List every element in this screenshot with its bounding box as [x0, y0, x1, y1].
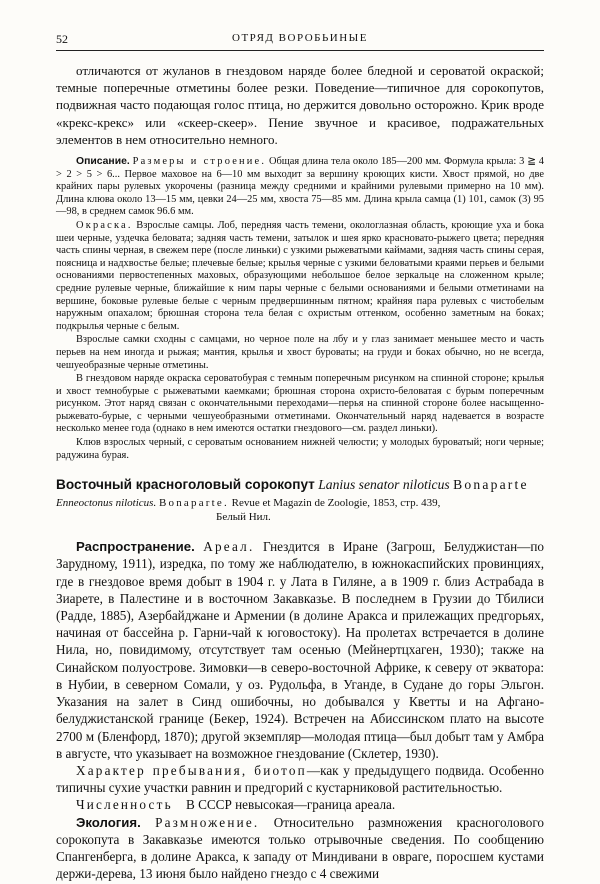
running-title: ОТРЯД ВОРОБЬИНЫЕ — [232, 32, 368, 44]
species-common-name: Восточный красноголовый сорокопут — [56, 477, 315, 493]
synonym-locality: Белый Нил. — [216, 511, 271, 524]
habitat-paragraph — [56, 762, 544, 796]
running-header — [56, 30, 544, 51]
species-heading — [56, 476, 544, 494]
synonym-author: Bonaparte. — [158, 497, 229, 510]
synonym-line — [56, 496, 544, 510]
description-beak: Клюв взрослых черный, с сероватым основанием нижней челюсти; у молодых буроватый; ноги черные; радужина бурая. — [56, 437, 544, 461]
numbers-paragraph — [56, 796, 544, 813]
color-text: Взрослые самцы. Лоб, передняя часть темени, окологлазная область, кроющие уха и бока шеи черные, уздечка беловата; задняя часть темени, затылок и шея ярко красновато-рыжего цвета; передняя часть спины черная, в свежем пере (после линьки) с узкими рыжеватыми каймами, задняя часть спины серая, поясница и надхвостье белые; плечевые белые; крылья черные с узкими беловатыми краями перьев и белыми основаниями первостепенных маховых, образующими небольшое белое зеркальце на сложенном крыле; средние рулевые черные, ближайшие к ним пары черные с белыми основаниями и белыми отметинами на вершине, боковые рулевые белые с черным предвершинным пятном; крайняя пара рулевых с чистобелым наружным опахалом; брюшная сторона тела белая с охристым оттенком, особенно заметным на боках; подкрылья черные с белым. — [56, 219, 544, 332]
habitat-label: Характер пребывания, биотоп — [76, 762, 307, 778]
habitat-text: —как у предыдущего подвида. Особенно типичны сухие участки равнин и предгорий с кустарниковой растительностью. — [56, 762, 544, 796]
synonym-name: Enneoctonus niloticus. — [56, 497, 157, 510]
numbers-text: В СССР невысокая—граница ареала. — [185, 797, 396, 813]
description-sizes — [56, 156, 544, 219]
color-heading: Окраска. — [76, 219, 133, 231]
breeding-text: Относительно размножения красноголового сорокопута в Закавказье имеются только отрывочные сведения. По сообщению Спангенберга, в долине Аракса, к западу от Миндивани в овраге, поросшем кустами держи-дерева, 13 июня было найдено гнездо с 4 свежими — [56, 814, 544, 882]
description-color — [56, 220, 544, 333]
description-block — [56, 156, 544, 462]
area-label: Ареал. — [203, 539, 255, 555]
description-label: Описание. — [76, 156, 130, 168]
breeding-label: Размножение. — [155, 814, 260, 830]
sizes-heading: Размеры и строение. — [132, 156, 267, 168]
description-female: Взрослые самки сходны с самцами, но черное поле на лбу и у глаз занимает меньшее место и часть перьев на нем иногда и рыжая; мантия, крылья и хвост буроваты; на груди и боках обычно, но не всегда, чешуеобразные черные отметины. — [56, 334, 544, 371]
area-text: Гнездится в Иране (Загрош, Белуджистан—по Зарудному, 1911), изредка, по тому же наблюдателю, в южнокаспийских провинциях, где в гнездовое время добыт в 1904 г. у Лата в Гиляне, а в 1909 г. близ Астрабада в Зиарете, в Палестине и в восточном Закавказье. В последнем в Грузии до Тбилиси (Радде, 1885), Азербайджане и Армении (в долине Аракса и прилежащих предгорьях, начиная от бассейна р. Гарни-чай к юговостоку). На пролетах встречается в долине Нила, но, повидимому, отсутствует там осенью (Мейнертцхаген, 1930); также на Синайском полуострове. Зимовки—в северо-восточной Африке, к северу от экватора: в Нубии, в северном Сомали, у оз. Рудольфа, в Уганде, в Судане до горы Эльгон. Указания на залет в Синд ошибочны, но добывался у Кветты и на Афгано-белуджистанской границе (Бекер, 1924). Встречен на Абиссинском плато на высоте 2700 м (Бленфорд, 1870); другой экземпляр—молодая птица—был добыт там у Амбра в августе, что указывает на возможное гнездование (Склетер, 1930). — [56, 539, 544, 761]
distribution-paragraph — [56, 538, 544, 762]
page-number: 52 — [56, 32, 68, 46]
numbers-label: Численность — [76, 797, 173, 813]
description-nest-plumage: В гнездовом наряде окраска сероватобурая с темным поперечным рисунком на спинной стороне; крылья и хвост темнобурые с рыжеватыми каемками; брюшная сторона охристо-беловатая с бурым поперечным рисунком. Этот наряд связан с окончательными переходами—перья на спинной стороне более насыщенно-рыжевато-бурые, с черными чешуеобразными отметинами. Окончательный наряд надевается в возрасте несколько менее года (однако в нем имеются остатки гнездового—см. раздел линьки). — [56, 373, 544, 435]
ecology-label: Экология. — [76, 814, 141, 830]
distribution-label: Распространение. — [76, 539, 195, 555]
lead-paragraph: отличаются от жуланов в гнездовом наряде более бледной и сероватой окраской; темные поперечные отметины более резки. Поведение—типичное для сорокопутов, подвижная часто подающая голос птица, но держится довольно осторожно. Крик вроде «крекс-крекс» или «скеер-скеер». Пение звучное и красивое, подражательных элементов в нем относительно немного. — [56, 63, 544, 147]
sizes-text: Общая длина тела около 185—200 мм. Формула крыла: 3 ≧ 4 > 2 > 5 > 6... Первое маховое на 6—10 мм выходит за вершину кроющих кисти. Хвост прямой, но две крайних пары рулевых укорочены (разница между средними и крайними рулевыми примерно на 10 мм). Длина клюва около 13—15 мм, цевки 24—25 мм, хвоста 75—85 мм. Длина крыла самца (1) 101, самок (3) 95—98, в среднем самок 96.6 мм. — [56, 156, 544, 218]
lead-paragraph-block — [56, 62, 544, 148]
species-author: Bonaparte — [453, 477, 529, 493]
page-body — [56, 62, 544, 882]
main-text — [56, 538, 544, 882]
synonym-block — [56, 496, 544, 524]
ecology-paragraph — [56, 814, 544, 883]
synonym-reference: Revue et Magazin de Zoologie, 1853, стр. 439, — [231, 497, 441, 510]
species-latin-name: Lanius senator niloticus — [318, 477, 450, 493]
